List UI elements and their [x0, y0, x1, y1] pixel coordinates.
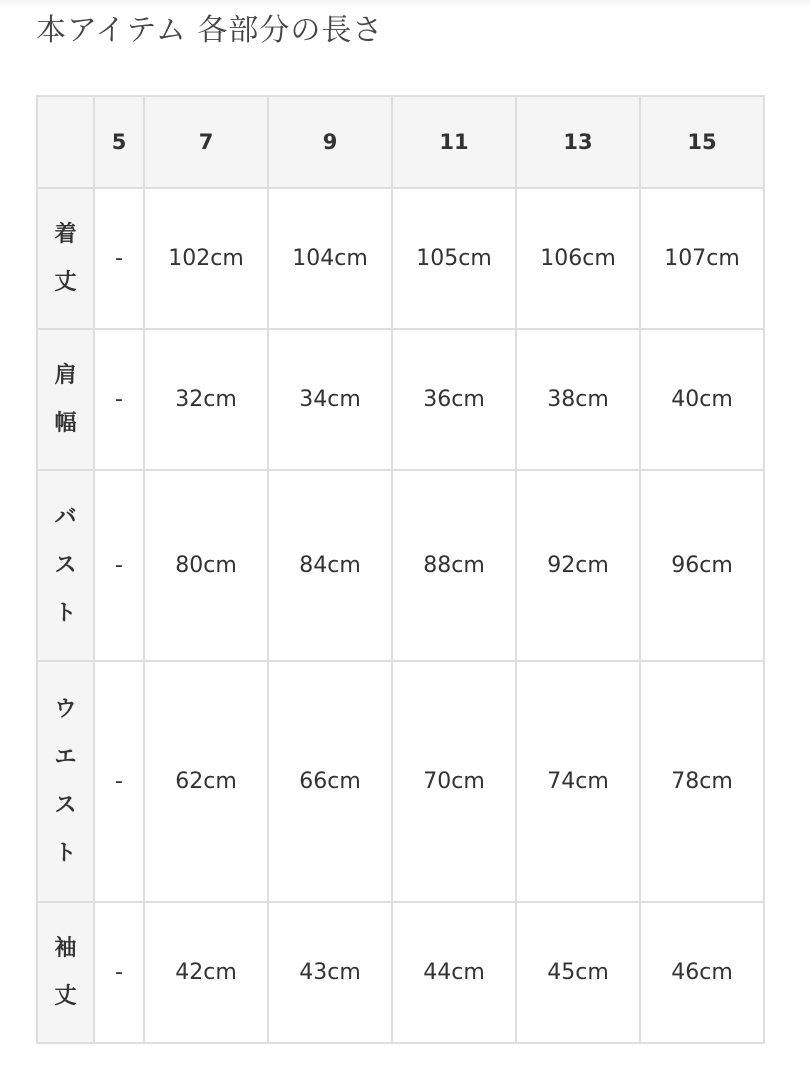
row-label — [37, 661, 94, 902]
table-cell: 38cm — [516, 329, 640, 470]
table-cell: 42cm — [144, 902, 268, 1043]
table-cell: 34cm — [268, 329, 392, 470]
table-cell: 106cm — [516, 188, 640, 329]
row-label-text: バスト — [54, 504, 77, 626]
table-cell: 105cm — [392, 188, 516, 329]
header-corner — [37, 96, 94, 188]
table-cell: - — [94, 470, 144, 661]
table-row — [37, 902, 764, 1043]
table-cell: - — [94, 329, 144, 470]
table-cell: 62cm — [144, 661, 268, 902]
header-row — [37, 96, 764, 188]
table-cell: 84cm — [268, 470, 392, 661]
table-cell: - — [94, 188, 144, 329]
table-row — [37, 188, 764, 329]
table-cell: 40cm — [640, 329, 764, 470]
row-label-text: ウエスト — [54, 696, 77, 866]
table-cell: 46cm — [640, 902, 764, 1043]
row-label — [37, 902, 94, 1043]
table-row — [37, 470, 764, 661]
top-shadow — [0, 0, 810, 8]
header-size-11: 11 — [392, 96, 516, 188]
header-size-13: 13 — [516, 96, 640, 188]
table-cell: 107cm — [640, 188, 764, 329]
table-cell: 70cm — [392, 661, 516, 902]
table-cell: 36cm — [392, 329, 516, 470]
table-row — [37, 329, 764, 470]
table-cell: 88cm — [392, 470, 516, 661]
row-label — [37, 329, 94, 470]
table-cell: 102cm — [144, 188, 268, 329]
row-label — [37, 470, 94, 661]
row-label-text: 着丈 — [54, 221, 77, 295]
table-row — [37, 661, 764, 902]
table-cell: 104cm — [268, 188, 392, 329]
row-label — [37, 188, 94, 329]
table-cell: 32cm — [144, 329, 268, 470]
table-cell: 44cm — [392, 902, 516, 1043]
header-size-15: 15 — [640, 96, 764, 188]
header-size-7: 7 — [144, 96, 268, 188]
header-size-9: 9 — [268, 96, 392, 188]
table-cell: 45cm — [516, 902, 640, 1043]
table-cell: 78cm — [640, 661, 764, 902]
size-table — [36, 95, 765, 1044]
table-cell: 96cm — [640, 470, 764, 661]
table-cell: - — [94, 661, 144, 902]
table-cell: - — [94, 902, 144, 1043]
row-label-text: 肩幅 — [54, 362, 77, 436]
table-cell: 43cm — [268, 902, 392, 1043]
table-cell: 74cm — [516, 661, 640, 902]
row-label-text: 袖丈 — [54, 935, 77, 1009]
table-cell: 66cm — [268, 661, 392, 902]
table-cell: 92cm — [516, 470, 640, 661]
table-cell: 80cm — [144, 470, 268, 661]
header-size-5: 5 — [94, 96, 144, 188]
page-title: 本アイテム 各部分の長さ — [36, 13, 384, 48]
